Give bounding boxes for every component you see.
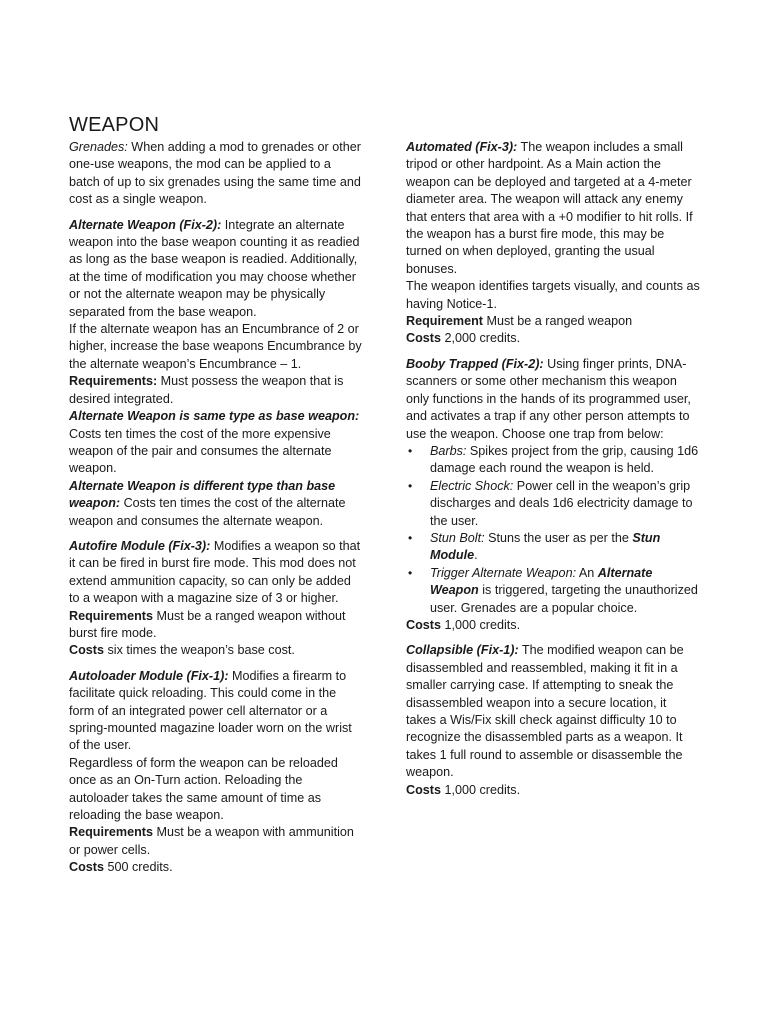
bullet-icon: • (408, 443, 413, 458)
autoloader-description-2: Regardless of form the weapon can be reloaded once as an On-Turn action. Reloading the autoloader takes the same amount of time as reloading the base weapon. (69, 755, 338, 823)
alternate-weapon-same-type (69, 408, 363, 478)
requirements-label: Requirements (69, 608, 153, 623)
collapsible-entry (406, 642, 700, 799)
trap-trigger-text: An (576, 565, 598, 580)
booby-trapped-costs (406, 617, 700, 634)
trap-shock-label: Electric Shock: (430, 478, 514, 493)
autofire-module-entry (69, 538, 363, 660)
collapsible-description (406, 642, 700, 781)
trap-trigger-reference: Alternate Weapon (430, 565, 653, 598)
different-type-label: Alternate Weapon is different type than base weapon: (69, 478, 336, 511)
automated-lead: Automated (Fix-3): (406, 140, 518, 154)
bullet-icon: • (408, 565, 413, 580)
grenades-lead: Grenades: (69, 140, 128, 154)
alternate-weapon-lead: Alternate Weapon (Fix-2): (69, 217, 222, 232)
alternate-weapon-entry (69, 217, 363, 530)
requirements-text: Must be a ranged weapon without burst fire mode. (69, 608, 346, 640)
list-item (406, 530, 700, 565)
bullet-icon: • (408, 478, 413, 493)
grenades-text: When adding a mod to grenades or other one-use weapons, the mod can be applied to a batch of up to six grenades using the same time and cost as a single weapon. (69, 140, 361, 207)
alternate-weapon-different-type (69, 478, 363, 530)
costs-text: 1,000 credits. (441, 782, 521, 797)
alternate-weapon-requirements (69, 373, 363, 408)
costs-text: 1,000 credits. (441, 617, 521, 632)
costs-text: 2,000 credits. (441, 331, 521, 346)
requirements-label: Requirements (69, 825, 153, 840)
same-type-label: Alternate Weapon is same type as base weapon: (69, 409, 360, 424)
autofire-requirements (69, 608, 363, 643)
automated-costs (406, 330, 700, 347)
trap-stun-end: . (474, 548, 478, 563)
left-column (69, 139, 363, 885)
different-type-text: Costs ten times the cost of the alternate weapon and consumes the alternate weapon. (69, 496, 346, 528)
autoloader-requirements (69, 824, 363, 859)
alternate-weapon-encumbrance: If the alternate weapon has an Encumbrance of 2 or higher, increase the base weapons Encumbrance by the alternate weapon’s Encumbrance – 1. (69, 322, 362, 371)
right-column (406, 139, 700, 807)
trap-barbs-text: Spikes project from the grip, causing 1d6 damage each round the weapon is held. (430, 443, 699, 476)
autoloader-lead: Autoloader Module (Fix-1): (69, 668, 229, 683)
automated-description-2: The weapon identifies targets visually, and counts as having Notice-1. (406, 279, 700, 311)
costs-label: Costs (406, 331, 441, 346)
automated-description (406, 139, 700, 278)
booby-trapped-description (406, 356, 700, 443)
trap-stun-reference: Stun Module (430, 530, 661, 563)
list-item (406, 478, 700, 530)
requirement-label: Requirement (406, 314, 483, 329)
autofire-description (69, 538, 363, 608)
costs-label: Costs (406, 782, 441, 797)
bullet-icon: • (408, 530, 413, 545)
section-title: WEAPON (69, 114, 160, 136)
booby-trapped-text: Using finger prints, DNA-scanners or some other mechanism this weapon only functions in the hands of its programmed user, and activates a trap if any other person attempts to use the weapon. Choose one trap from below: (406, 356, 691, 441)
autoloader-costs (69, 859, 363, 876)
trap-shock-text: Power cell in the weapon’s grip discharges and deals 1d6 electricity damage to the user. (430, 478, 693, 528)
alternate-weapon-text: Integrate an alternate weapon into the base weapon counting it as readied as long as the base weapon is readied. Additionally, at the time of modification you may choose whether or not the alternate weapon may be physically separated from the base weapon. (69, 217, 360, 319)
costs-label: Costs (406, 617, 441, 632)
autofire-lead: Autofire Module (Fix-3): (69, 538, 211, 553)
requirements-text: Must be a weapon with ammunition or power cells. (69, 825, 354, 857)
trap-barbs-label: Barbs: (430, 443, 467, 458)
autoloader-description (69, 668, 363, 755)
autofire-costs (69, 642, 363, 659)
booby-trapped-entry (406, 356, 700, 635)
automated-text: The weapon includes a small tripod or other hardpoint. As a Main action the weapon can be deployed and targeted at a 4-meter diameter area. The weapon will attack any enemy that enters that area with a +0 modifier to hit rolls. If the weapon has a burst fire mode, this may be turned on when deployed, granting the usual bonuses. (406, 140, 693, 276)
trap-trigger-label: Trigger Alternate Weapon: (430, 565, 577, 580)
autoloader-module-entry (69, 668, 363, 877)
collapsible-lead: Collapsible (Fix-1): (406, 643, 519, 658)
costs-text: six times the weapon’s base cost. (104, 643, 295, 658)
list-item (406, 565, 700, 617)
collapsible-text: The modified weapon can be disassembled and reassembled, making it fit in a smaller carrying case. If attempting to sneak the disassembled weapon into a secure location, it takes a Wis/Fix skill check against difficulty 10 to recognize the disassembled parts as a weapon. It takes 1 full round to assemble or disassemble the weapon. (406, 643, 684, 780)
grenades-paragraph (69, 139, 363, 209)
booby-trapped-lead: Booby Trapped (Fix-2): (406, 356, 544, 371)
trap-trigger-end: is triggered, targeting the unauthorized user. Grenades are a popular choice. (430, 583, 698, 615)
requirement-text: Must be a ranged weapon (482, 314, 633, 329)
automated-entry (406, 139, 700, 348)
trap-list (406, 443, 700, 617)
same-type-text: Costs ten times the cost of the more expensive weapon of the pair and consumes the alternate weapon. (69, 426, 332, 476)
collapsible-costs (406, 782, 700, 799)
autofire-text: Modifies a weapon so that it can be fired in burst fire mode. This mod does not extend ammunition capacity, so can only be added to a weapon with a magazine size of 3 or higher. (69, 538, 361, 606)
costs-label: Costs (69, 643, 104, 658)
alternate-weapon-description (69, 217, 363, 321)
costs-label: Costs (69, 860, 104, 875)
autoloader-text: Modifies a firearm to facilitate quick reloading. This could come in the form of an integrated power cell alternator or a spring-mounted magazine loader worn on the wrist of the user. (69, 668, 352, 753)
requirements-text: Must possess the weapon that is desired integrated. (69, 374, 344, 406)
costs-text: 500 credits. (104, 860, 173, 875)
trap-stun-text: Stuns the user as per the (484, 530, 633, 545)
trap-stun-label: Stun Bolt: (430, 530, 485, 545)
list-item (406, 443, 700, 478)
automated-requirement (406, 313, 700, 330)
requirements-label: Requirements: (69, 374, 158, 389)
